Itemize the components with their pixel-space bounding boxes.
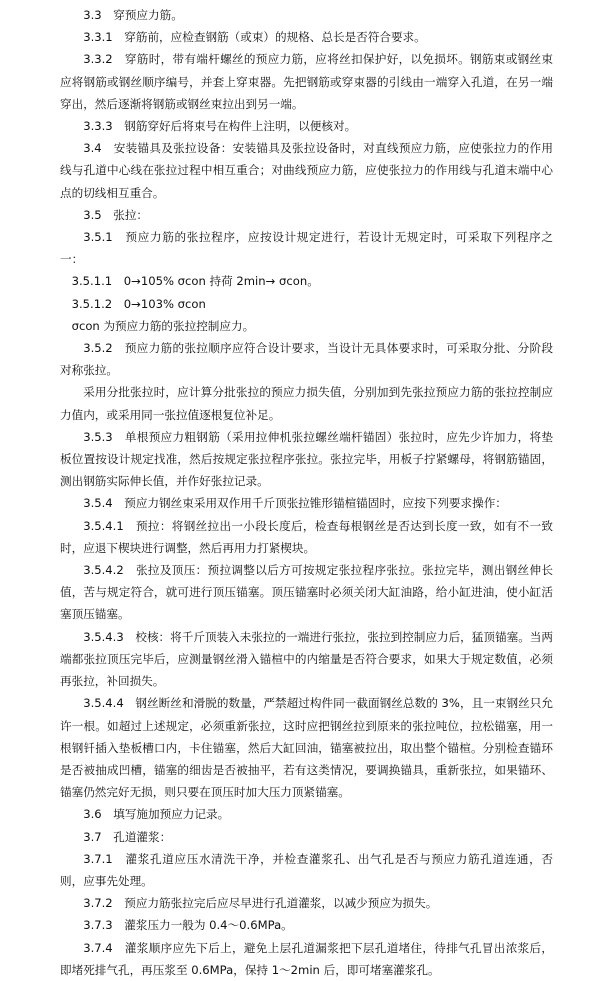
para-3-6: 3.6 填写施加预应力记录。 [83,807,230,822]
para-3-3-1: 3.3.1 穿筋前，应检查钢筋（或束）的规格、总长是否符合要求。 [83,30,426,45]
para-3-7-4: 3.7.4 灌浆顺序应先下后上，避免上层孔道漏浆把下层孔道堵住，待排气孔冒出浓浆后，即堵死排气孔，再压浆至 0.6MPa，保持 1～2min 后，即可堵塞灌浆孔。 [60,940,553,977]
para-3-5-4-2: 3.5.4.2 张拉及顶压：预拉调整以后方可按规定张拉程序张拉。张拉完毕，测出钢丝伸长值，苦与规定符合，就可进行顶压锚塞。顶压锚塞时必须关闭大缸油路，给小缸进油，使小缸活塞顶压锚塞。 [60,563,553,622]
para-3-5-2: 3.5.2 预应力筋的张拉顺序应符合设计要求，当设计无具体要求时，可采取分批、分阶段对称张拉。 [60,341,553,378]
para-3-3: 3.3 穿预应力筋。 [83,8,183,22]
para-3-7-1: 3.7.1 灌浆孔道应压水清洗干净，并检查灌浆孔、出气孔是否与预应力筋孔道连通，否则，应事先处理。 [60,851,553,888]
para-3-3-3: 3.3.3 钢筋穿好后将束号在构件上注明，以便核对。 [83,119,357,134]
para-3-5: 3.5 张拉： [83,207,149,222]
para-3-5-4-4: 3.5.4.4 钢丝断丝和滑脱的数量，严禁超过构件同一截面钢丝总数的 3%，且一束钢丝只允许一根。如超过上述规定，必须重新张拉，这时应把钢丝拉到原来的张拉吨位，拉松锚塞，用一根钢钎插入垫板槽口内，卡住锚塞，然后大缸回油，锚塞被拉出，取出整个锚楦。分别检查锚环是否被抽成凹槽，锚塞的细齿是否被抽平，若有这类情况，要调换锚具，重新张拉，如果锚环、锚塞仍然完好无损，则只要在顶压时加大压力顶紧锚塞。 [60,696,553,800]
para-3-7-2: 3.7.2 预应力筋张拉完后应尽早进行孔道灌浆，以减少预应为损失。 [83,896,438,911]
para-3-5-4: 3.5.4 预应力钢丝束采用双作用千斤顶张拉锥形锚楦锚固时，应按下列要求操作： [83,496,507,511]
para-batch-tension: 采用分批张拉时，应计算分批张拉的预应力损失值，分别加到先张拉预应力筋的张拉控制应力值内，或采用同一张拉值逐根复位补足。 [60,385,553,422]
para-3-4: 3.4 安装锚具及张拉设备：安装锚具及张拉设备时，对直线预应力筋，应使张拉力的作用线与孔道中心线在张拉过程中相互重合；对曲线预应力筋，应使张拉力的作用线与孔道末端中心点的切线相互重合。 [60,141,553,200]
para-3-5-3: 3.5.3 单根预应力粗钢筋（采用拉伸机张拉螺丝端杆锚固）张拉时，应先少许加力，将垫板位置按设计规定找准，然后按规定张拉程序张拉。张拉完毕，用板子拧紧螺母，将钢筋锚固，测出钢筋实际伸长值，并作好张拉记录。 [60,429,553,489]
para-sigma-note: σcon 为预应力筋的张拉控制应力。 [71,318,255,333]
para-3-5-1-1: 3.5.1.1 0→105% σcon 持荷 2min→ σcon。 [71,274,319,289]
para-3-5-4-3: 3.5.4.3 校核：将千斤顶装入未张拉的一端进行张拉，张拉到控制应力后，猛顶锚塞。当两端都张拉顶压完毕后，应测量钢丝滑入锚楦中的内缩量是否符合要求，如果大于规定数值，必须再张拉，补回损失。 [60,629,553,689]
para-3-7-3: 3.7.3 灌浆压力一般为 0.4～0.6MPa。 [83,918,293,933]
para-3-5-1: 3.5.1 预应力筋的张拉程序，应按设计规定进行，若设计无规定时，可采取下列程序之一： [60,230,553,267]
para-3-5-4-1: 3.5.4.1 预拉：将钢丝拉出一小段长度后，检查每根钢丝是否达到长度一致，如有不一致时，应退下楔块进行调整，然后再用力打紧楔块。 [60,518,553,555]
para-3-5-1-2: 3.5.1.2 0→103% σcon [71,296,206,311]
para-3-3-2: 3.3.2 穿筋时，带有端杆螺丝的预应力筋，应将丝扣保护好，以免损坏。钢筋束或钢丝束应将钢筋或钢丝顺序编号，并套上穿束器。先把钢筋或穿束器的引线由一端穿入孔道，在另一端穿出，然后逐渐将钢筋或钢丝束拉出到另一端。 [60,52,553,111]
para-3-7: 3.7 孔道灌浆： [83,829,172,844]
